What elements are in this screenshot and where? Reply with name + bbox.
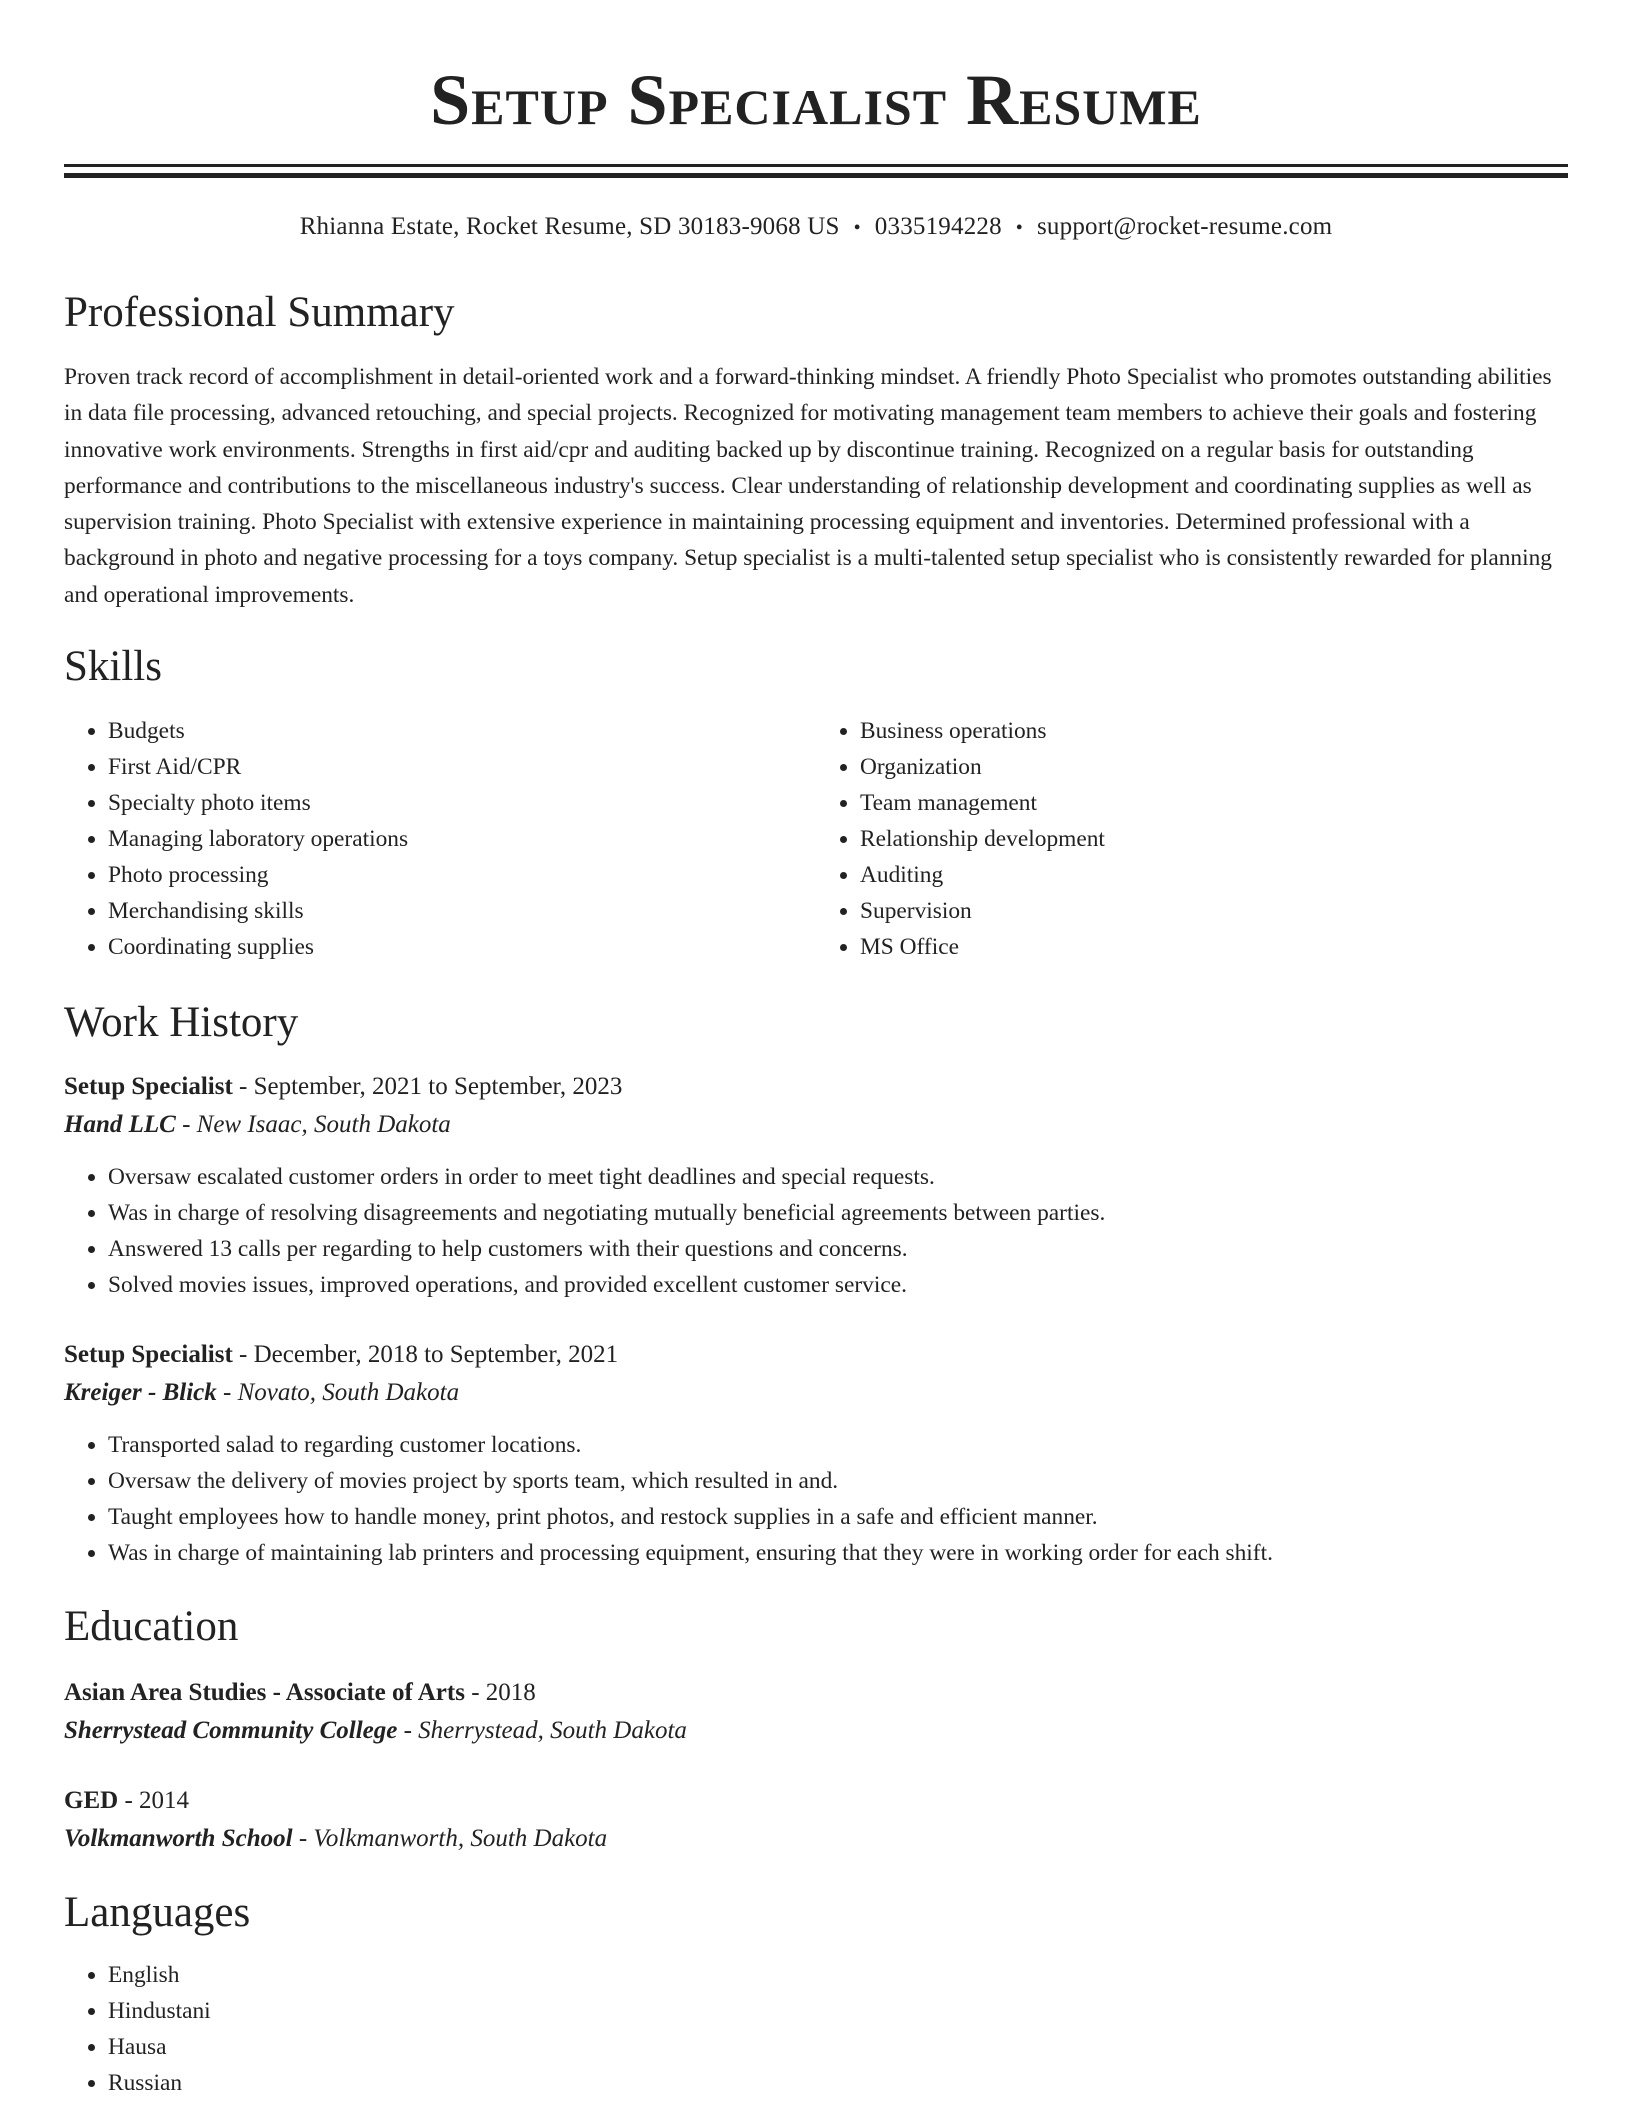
education-entry: [64, 1783, 1568, 1857]
skill-item: • Organization: [860, 749, 1568, 785]
contact-address: Rhianna Estate, Rocket Resume, SD 30183-9068 US: [299, 213, 840, 240]
job-bullet: • Transported salad to regarding customer locations.: [108, 1427, 1568, 1463]
job-entry: [64, 1069, 1568, 1303]
education-school: Sherrystead Community College: [64, 1717, 398, 1745]
job-bullet: • Answered 13 calls per regarding to help customers with their questions and concerns.: [108, 1231, 1568, 1267]
skill-item: • MS Office: [860, 929, 1568, 965]
job-location: - Novato, South Dakota: [216, 1379, 460, 1407]
education-school-line: [64, 1821, 1568, 1857]
skill-item: • Coordinating supplies: [108, 929, 816, 965]
job-title-line: [64, 1337, 1568, 1373]
job-location: - New Isaac, South Dakota: [175, 1111, 451, 1139]
job-bullet: • Taught employees how to handle money, print photos, and restock supplies in a safe and efficient manner.: [108, 1499, 1568, 1535]
skills-list: [64, 713, 1568, 965]
skill-item: • Specialty photo items: [108, 785, 816, 821]
contact-phone: 0335194228: [874, 213, 1002, 240]
contact-email: support@rocket-resume.com: [1037, 213, 1333, 240]
language-item: • Hindustani: [108, 1993, 1568, 2029]
skills-heading: Skills: [64, 643, 162, 691]
job-company: Kreiger - Blick: [64, 1379, 217, 1407]
education-heading: Education: [64, 1603, 239, 1651]
education-location: - Volkmanworth, South Dakota: [292, 1825, 608, 1853]
language-item: • Hausa: [108, 2029, 1568, 2065]
skill-item: • Business operations: [860, 713, 1568, 749]
education-school: Volkmanworth School: [64, 1825, 293, 1853]
job-title-line: [64, 1069, 1568, 1105]
summary-heading: Professional Summary: [64, 289, 455, 336]
job-title: Setup Specialist: [64, 1341, 233, 1369]
languages-list: [64, 1957, 1568, 2101]
title-rule-thin: [64, 164, 1568, 167]
skill-item: • Team management: [860, 785, 1568, 821]
skill-item: • Supervision: [860, 893, 1568, 929]
job-bullet: • Oversaw the delivery of movies project by sports team, which resulted in and.: [108, 1463, 1568, 1499]
job-bullet: • Oversaw escalated customer orders in order to meet tight deadlines and special requests.: [108, 1159, 1568, 1195]
language-item: • English: [108, 1957, 1568, 1993]
job-bullets: [64, 1159, 1568, 1303]
job-title: Setup Specialist: [64, 1073, 233, 1101]
education-degree: Asian Area Studies - Associate of Arts: [64, 1679, 465, 1707]
job-company: Hand LLC: [64, 1111, 176, 1139]
languages-heading: Languages: [64, 1889, 251, 1937]
education-location: - Sherrystead, South Dakota: [397, 1717, 687, 1745]
job-dates: - September, 2021 to September, 2023: [232, 1073, 623, 1101]
summary-text: Proven track record of accomplishment in detail-oriented work and a forward-thinking mindset. A friendly Photo Specialist who promotes outstanding abilities in data file processing, advanced retouching, and special projects. Recognized for motivating management team members to achieve their goals and fostering innovative work environments. Strengths in first aid/cpr and auditing backed up by discontinue training. Recognized on a regular basis for outstanding performance and contributions to the miscellaneous industry's success. Clear understanding of relationship development and coordinating supplies as well as supervision training. Photo Specialist with extensive experience in maintaining processing equipment and inventories. Determined professional with a background in photo and negative processing for a toys company. Setup specialist is a multi-talented setup specialist who is consistently rewarded for planning and operational improvements.: [64, 364, 1552, 608]
education-degree: GED: [64, 1787, 119, 1815]
skill-item: • Photo processing: [108, 857, 816, 893]
job-bullet: • Solved movies issues, improved operations, and provided excellent customer service.: [108, 1267, 1568, 1303]
skill-item: • Budgets: [108, 713, 816, 749]
language-item: • Russian: [108, 2065, 1568, 2101]
job-entry: [64, 1337, 1568, 1571]
skill-item: • Merchandising skills: [108, 893, 816, 929]
skill-item: • Auditing: [860, 857, 1568, 893]
education-entry: [64, 1675, 1568, 1749]
title-rule-thick: [64, 173, 1568, 178]
education-degree-line: [64, 1675, 1568, 1711]
education-year: - 2018: [464, 1679, 536, 1707]
education-year: - 2014: [118, 1787, 190, 1815]
skill-item: • Managing laboratory operations: [108, 821, 816, 857]
contact-separator: •: [1015, 217, 1023, 239]
job-bullet: • Was in charge of maintaining lab printers and processing equipment, ensuring that they were in working order for each shift.: [108, 1535, 1568, 1571]
job-company-line: [64, 1375, 1568, 1411]
education-school-line: [64, 1713, 1568, 1749]
job-dates: - December, 2018 to September, 2021: [232, 1341, 619, 1369]
work-history-heading: Work History: [64, 999, 299, 1047]
job-bullet: • Was in charge of resolving disagreements and negotiating mutually beneficial agreements between parties.: [108, 1195, 1568, 1231]
job-bullets: [64, 1427, 1568, 1571]
contact-line: [64, 210, 1568, 245]
contact-separator: •: [853, 217, 861, 239]
skills-column-left: [64, 713, 816, 965]
job-company-line: [64, 1107, 1568, 1143]
education-degree-line: [64, 1783, 1568, 1819]
skills-column-right: [816, 713, 1568, 965]
skill-item: • First Aid/CPR: [108, 749, 816, 785]
skill-item: • Relationship development: [860, 821, 1568, 857]
resume-title: Setup Specialist Resume: [430, 60, 1202, 140]
